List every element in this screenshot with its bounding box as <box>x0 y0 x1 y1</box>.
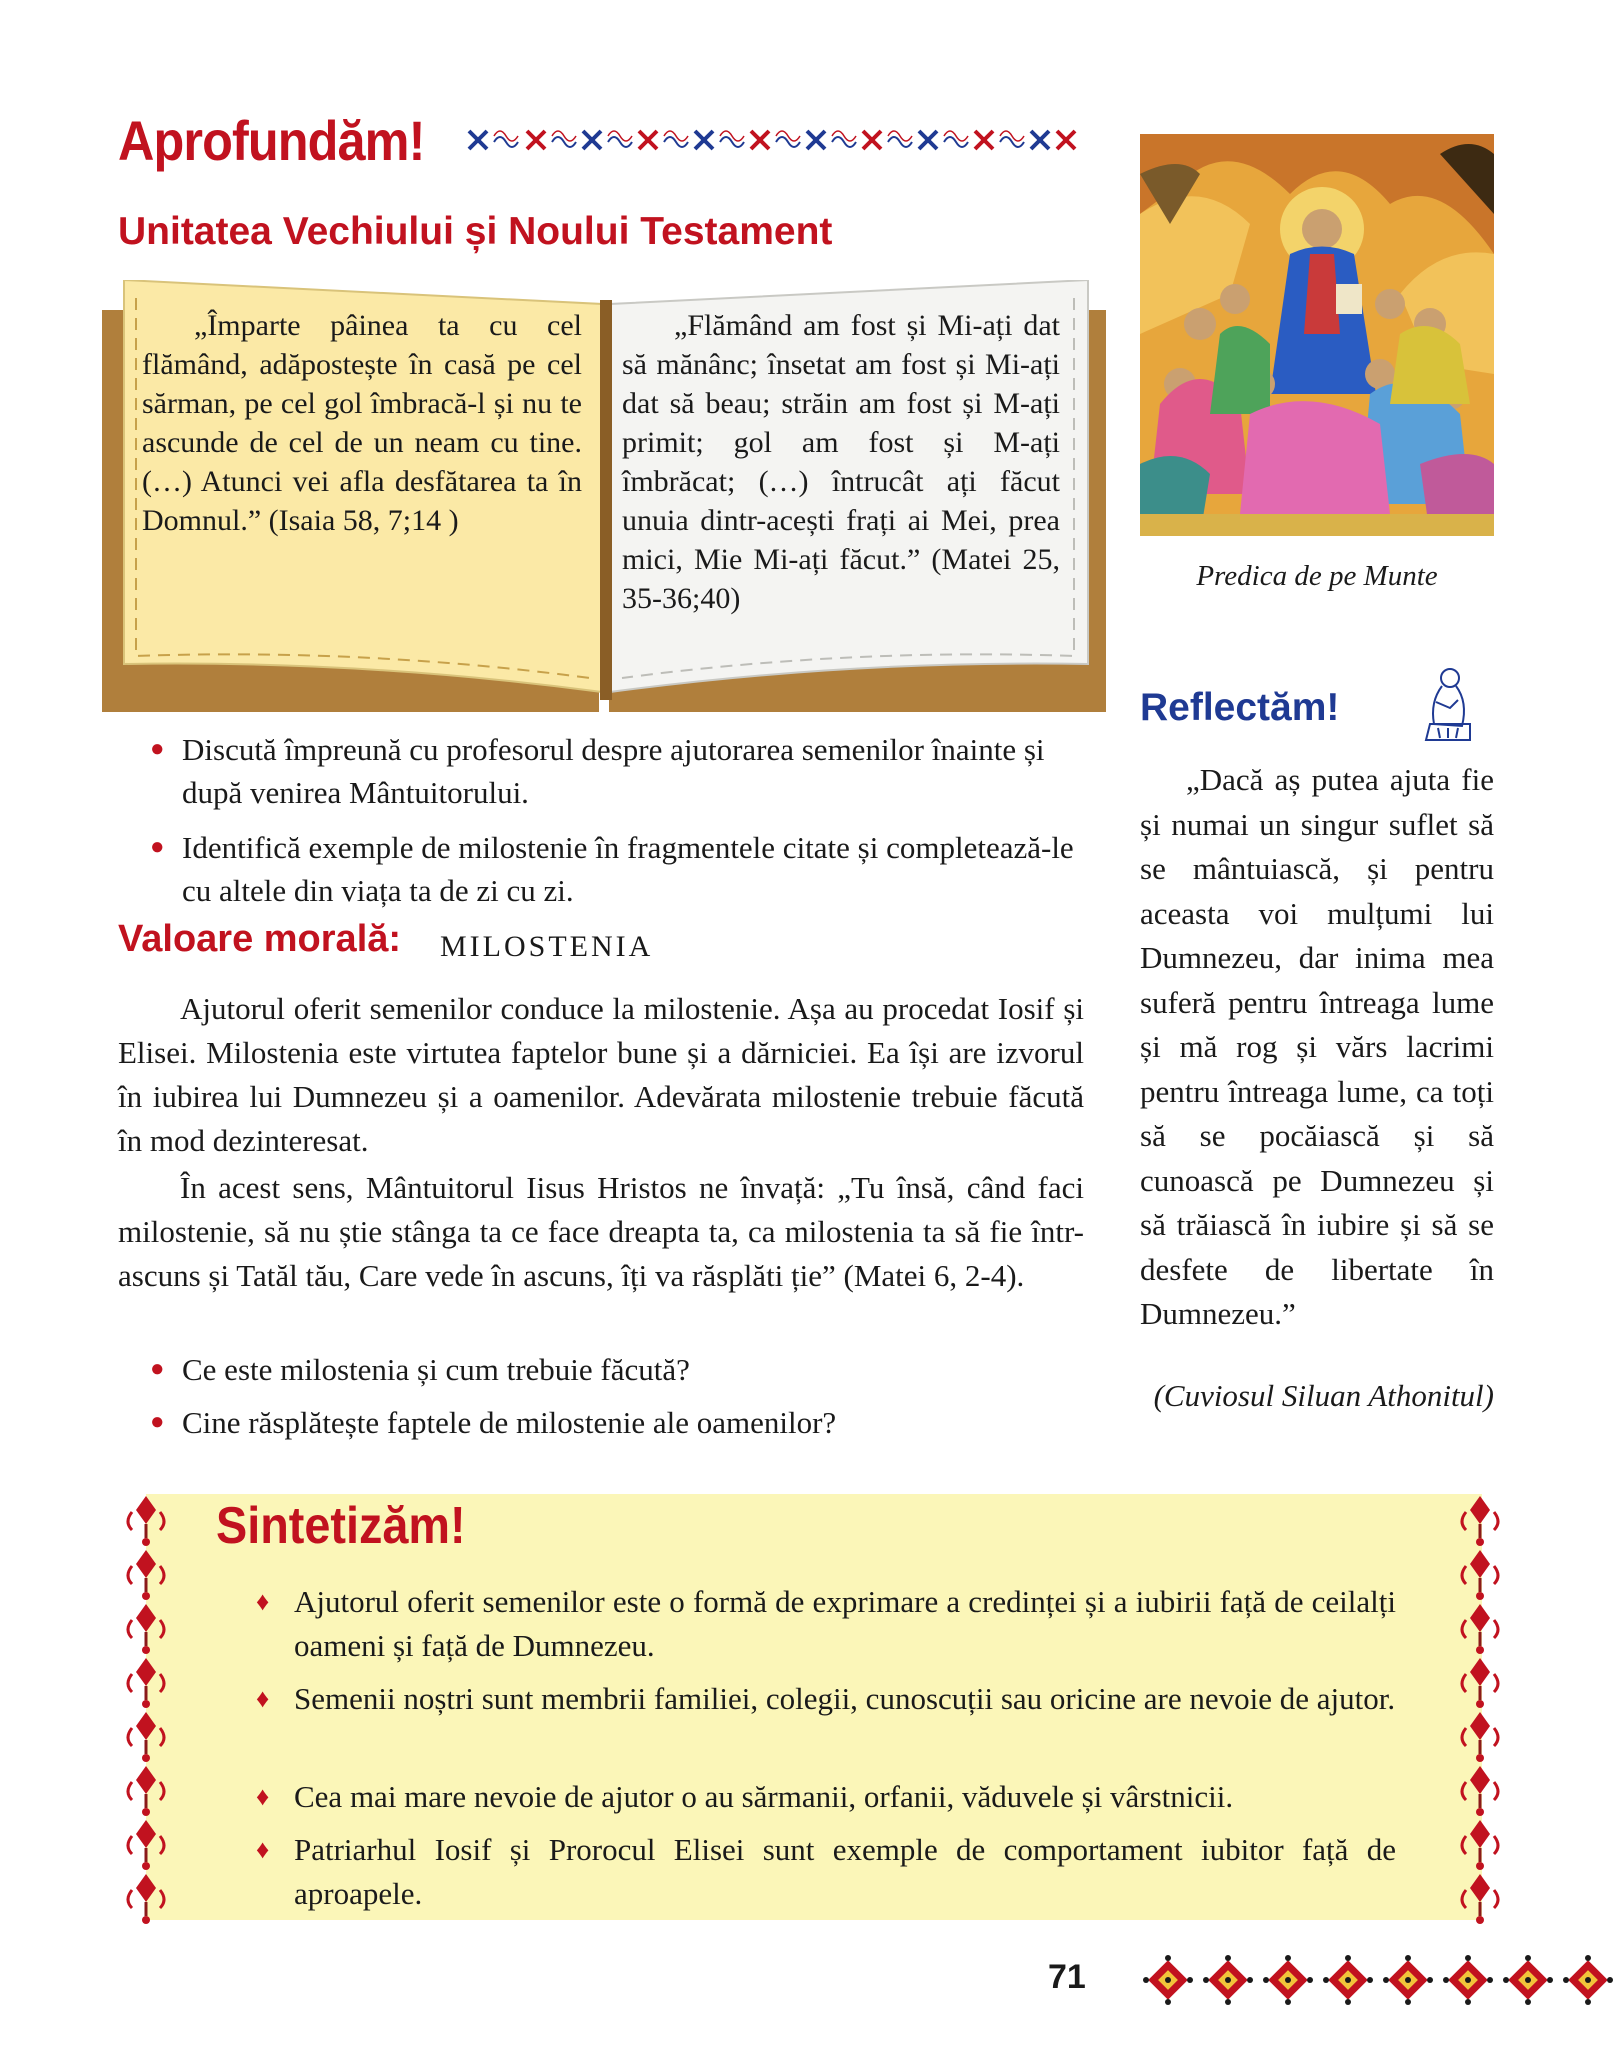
summary-item-text: Cea mai mare nevoie de ajutor o au sărmanii, orfanii, văduvele și vârstnicii. <box>294 1779 1234 1814</box>
list-item <box>150 1348 1090 1391</box>
book-quote-matthew-text: „Flămând am fost și Mi-ați dat să mănânc; însetat am fost și Mi-ați dat să beau; străin am fost și M-ați primit; gol am fost și M-ați îmbrăcat; (…) întrucât ați făcut unuia dintr-acești frați ai Mei, prea mici, Mie Mi-ați făcut.” (Matei 25, 35-36;40) <box>622 309 1060 615</box>
reflect-quote: „Dacă aș putea ajuta fie și numai un singur suflet să se mântuiască, și pentru aceasta voi mulțumi lui Dumnezeu, dar inima mea suferă pentru întreaga lume și mă rog și vărs lacrimi pentru întreaga lume, ca toți să se pocăiască și să cunoască pe Dumnezeu și să trăiască în iubire și să se desfete de libertate în Dumnezeu.” <box>1140 762 1494 1331</box>
reflect-heading: Reflectăm! <box>1140 686 1340 729</box>
moral-value-label: Valoare morală: <box>118 918 402 960</box>
summary-border-ornament-left <box>110 1490 182 1930</box>
body-paragraph: În acest sens, Mântuitorul Iisus Hristos ne învață: „Tu însă, când faci milostenie, să nu știe stânga ta ce face dreapta ta, ca milostenia ta să fie într-ascuns și Tatăl tău, Care vede în ascuns, îți va răsplăti ție” (Matei 6, 2-4). <box>118 1170 1084 1293</box>
book-quote-matthew <box>622 306 1060 618</box>
footer-ornament-border <box>1140 1952 1614 2008</box>
summary-title: Sintetizăm! <box>216 1497 466 1555</box>
list-item <box>150 826 1090 912</box>
moral-value: MILOSTENIA <box>440 930 654 963</box>
bullet-icon: ● <box>150 1409 165 1435</box>
body-paragraph: Ajutorul oferit semenilor conduce la milostenie. Așa au procedat Iosif și Elisei. Milostenia este virtutea faptelor bune și a dărniciei. Ea își are izvorul în iubirea lui Dumnezeu și a oamenilor. Adevărata milostenie trebuie făcută în mod dezinteresat. <box>118 991 1084 1158</box>
page-number: 71 <box>1048 1958 1086 1996</box>
reflect-quote-author: (Cuviosul Siluan Athonitul) <box>1153 1378 1494 1413</box>
section-subtitle: Unitatea Vechiului și Noului Testament <box>118 210 833 253</box>
summary-item-text: Semenii noștri sunt membrii familiei, colegii, cunoscuții sau oricine are nevoie de ajutor. <box>294 1681 1396 1716</box>
summary-item-text: Ajutorul oferit semenilor este o formă de exprimare a credinței și a iubirii față de ceilalți oameni și față de Dumnezeu. <box>294 1584 1396 1663</box>
summary-item <box>256 1580 1396 1668</box>
list-item <box>150 1401 1090 1444</box>
image-caption: Predica de pe Munte <box>1196 560 1438 592</box>
praying-monk-icon <box>1416 662 1476 748</box>
list-item-text: Identifică exemple de milostenie în fragmentele citate și completează-le cu altele din viața ta de zi cu zi. <box>182 830 1074 908</box>
bullet-icon: ● <box>150 1356 165 1382</box>
bullet-icon: ● <box>150 834 165 860</box>
list-item-text: Cine răsplătește faptele de milostenie ale oamenilor? <box>182 1405 837 1440</box>
summary-item <box>256 1775 1396 1819</box>
diamond-bullet-icon: ♦ <box>256 1782 270 1811</box>
bullet-icon: ● <box>150 736 165 762</box>
summary-item <box>256 1677 1396 1721</box>
list-item <box>150 728 1090 814</box>
folk-ornament-border <box>466 120 1080 160</box>
summary-border-ornament-right <box>1444 1490 1516 1930</box>
book-quote-isaiah <box>142 306 582 540</box>
list-item-text: Ce este milostenia și cum trebuie făcută? <box>182 1352 690 1387</box>
sermon-on-the-mount-icon-image <box>1140 134 1494 536</box>
summary-item <box>256 1828 1396 1916</box>
diamond-bullet-icon: ♦ <box>256 1684 270 1713</box>
summary-item-text: Patriarhul Iosif și Prorocul Elisei sunt exemple de comportament iubitor față de aproapele. <box>294 1832 1396 1911</box>
book-quote-isaiah-text: „Împarte pâinea ta cu cel flămând, adăpostește în casă pe cel sărman, pe cel gol îmbracă-l și nu te ascunde de cel de un neam cu tine. (…) Atunci vei afla desfătarea ta în Domnul.” (Isaia 58, 7;14 ) <box>142 309 582 537</box>
page-title: Aprofundăm! <box>118 109 425 172</box>
diamond-bullet-icon: ♦ <box>256 1835 270 1864</box>
diamond-bullet-icon: ♦ <box>256 1587 270 1616</box>
list-item-text: Discută împreună cu profesorul despre ajutorarea semenilor înainte și după venirea Mântuitorului. <box>182 732 1045 810</box>
